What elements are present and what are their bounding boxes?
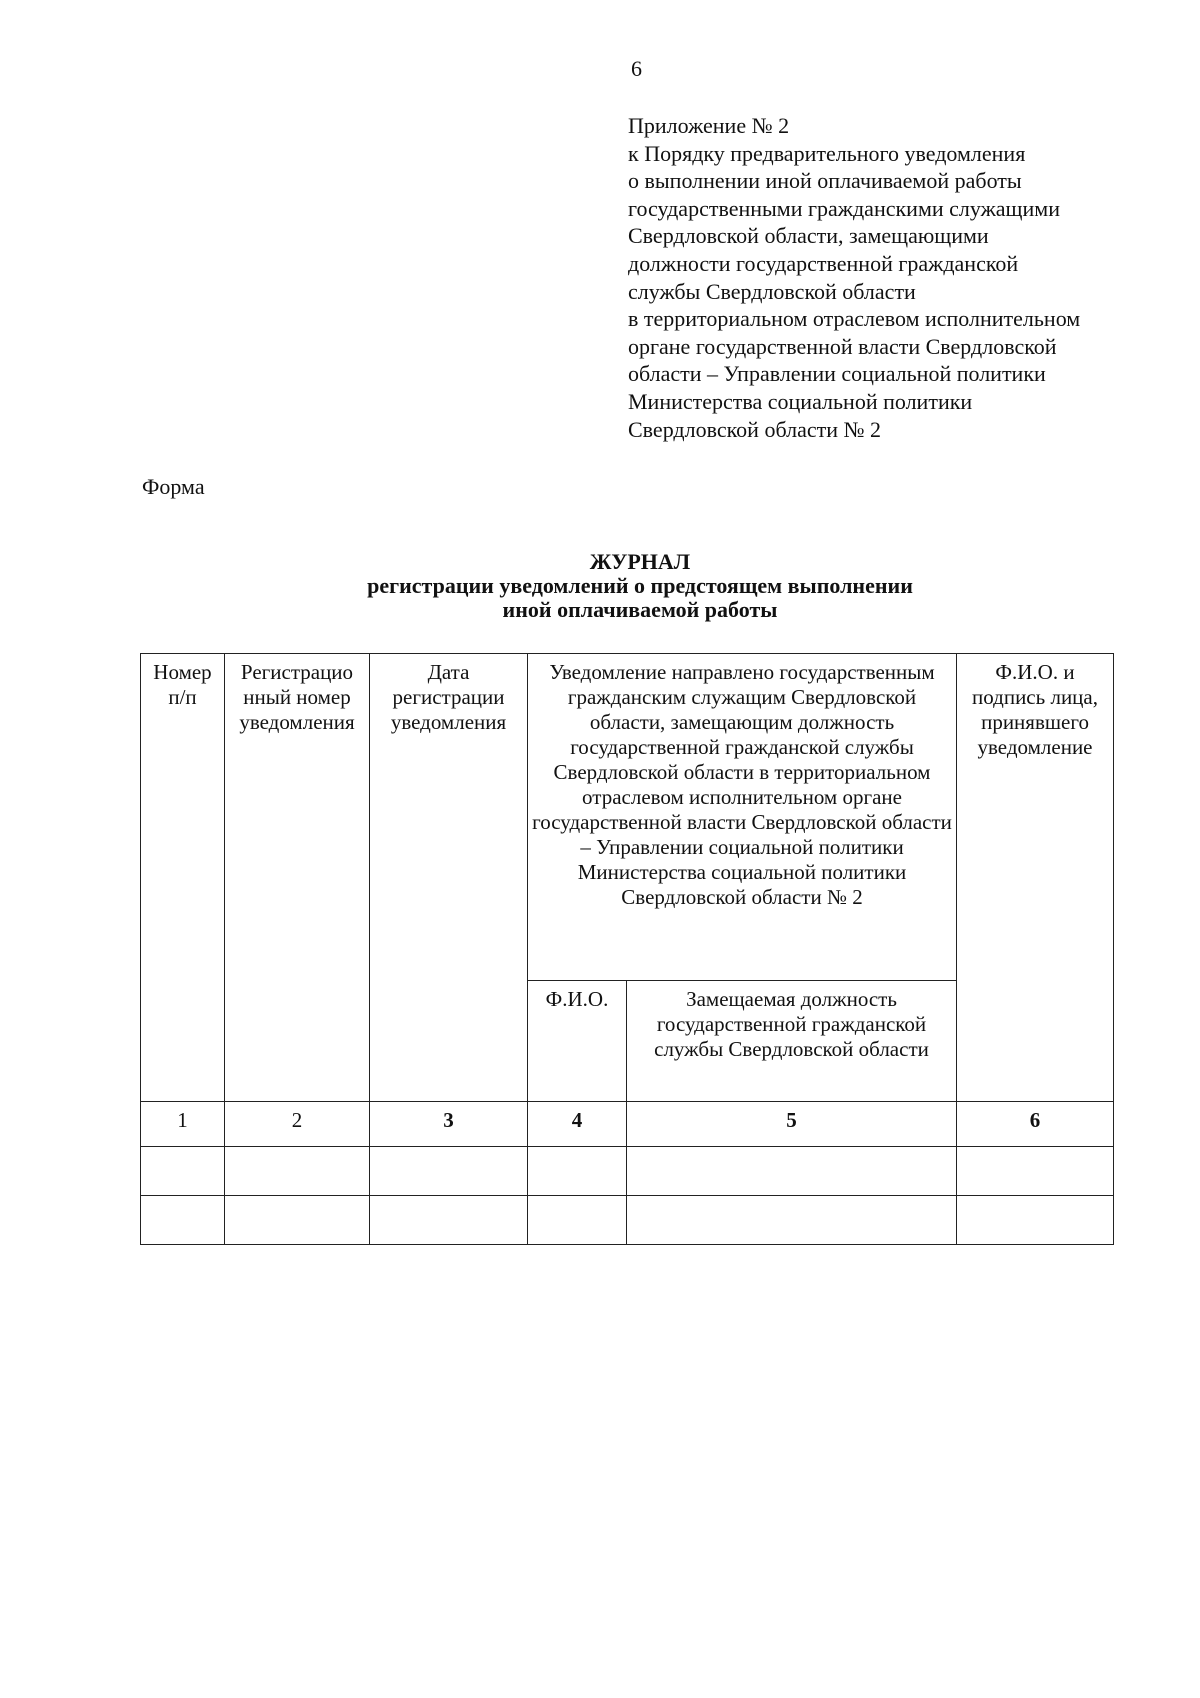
journal-subtitle-line-2: иной оплачиваемой работы bbox=[502, 597, 778, 622]
table-row bbox=[141, 1196, 1114, 1245]
header-cell-notification-group: Уведомление направлено государственным гражданским служащим Свердловской области, замещающим должность государственной гражданской службы Свердловской области в территориальном отраслевом исполнительном органе государственной власти Свердловской области – Управлении социальной политики Министерства социальной политики Свердловской области № 2 bbox=[528, 654, 957, 981]
column-number-cell: 1 bbox=[141, 1102, 225, 1147]
header-cell-number: Номер п/п bbox=[141, 654, 225, 1102]
empty-cell[interactable] bbox=[957, 1147, 1114, 1196]
column-number-cell: 3 bbox=[370, 1102, 528, 1147]
empty-cell[interactable] bbox=[528, 1147, 627, 1196]
appendix-line: государственными гражданскими служащими bbox=[628, 195, 1060, 221]
appendix-line: службы Свердловской области bbox=[628, 278, 916, 304]
header-cell-position: Замещаемая должность государственной гражданской службы Свердловской области bbox=[627, 981, 957, 1102]
empty-cell[interactable] bbox=[225, 1147, 370, 1196]
appendix-line: области – Управлении социальной политики bbox=[628, 361, 1046, 387]
appendix-line: Приложение № 2 bbox=[628, 113, 790, 138]
empty-cell[interactable] bbox=[627, 1147, 957, 1196]
empty-cell[interactable] bbox=[957, 1196, 1114, 1245]
column-number-cell: 4 bbox=[528, 1102, 627, 1147]
appendix-header bbox=[628, 112, 1080, 443]
column-number-cell: 6 bbox=[957, 1102, 1114, 1147]
table-row bbox=[141, 1147, 1114, 1196]
column-number-cell: 2 bbox=[225, 1102, 370, 1147]
journal-title bbox=[140, 550, 1140, 622]
empty-cell[interactable] bbox=[225, 1196, 370, 1245]
appendix-line: органе государственной власти Свердловской bbox=[628, 333, 1057, 359]
appendix-line: должности государственной гражданской bbox=[628, 250, 1019, 276]
header-cell-fio: Ф.И.О. bbox=[528, 981, 627, 1102]
appendix-line: Министерства социальной политики bbox=[628, 388, 973, 414]
column-number-cell: 5 bbox=[627, 1102, 957, 1147]
appendix-line: Свердловской области, замещающими bbox=[628, 223, 989, 249]
appendix-line: Свердловской области № 2 bbox=[628, 416, 881, 442]
header-cell-receiver: Ф.И.О. и подпись лица, принявшего уведомление bbox=[957, 654, 1114, 1102]
empty-cell[interactable] bbox=[370, 1147, 528, 1196]
header-cell-registration-number: Регистрацио нный номер уведомления bbox=[225, 654, 370, 1102]
empty-cell[interactable] bbox=[528, 1196, 627, 1245]
header-cell-registration-date: Дата регистрации уведомления bbox=[370, 654, 528, 1102]
appendix-line: к Порядку предварительного уведомления bbox=[628, 140, 1026, 166]
empty-cell[interactable] bbox=[141, 1147, 225, 1196]
empty-cell[interactable] bbox=[141, 1196, 225, 1245]
appendix-line: в территориальном отраслевом исполнительном bbox=[628, 306, 1081, 332]
empty-cell[interactable] bbox=[627, 1196, 957, 1245]
journal-title-main: ЖУРНАЛ bbox=[589, 549, 691, 574]
form-label: Форма bbox=[142, 474, 205, 499]
page-number: 6 bbox=[631, 56, 642, 81]
journal-subtitle-line-1: регистрации уведомлений о предстоящем выполнении bbox=[367, 573, 913, 598]
journal-table bbox=[140, 653, 1114, 1245]
appendix-line: о выполнении иной оплачиваемой работы bbox=[628, 168, 1022, 194]
empty-cell[interactable] bbox=[370, 1196, 528, 1245]
